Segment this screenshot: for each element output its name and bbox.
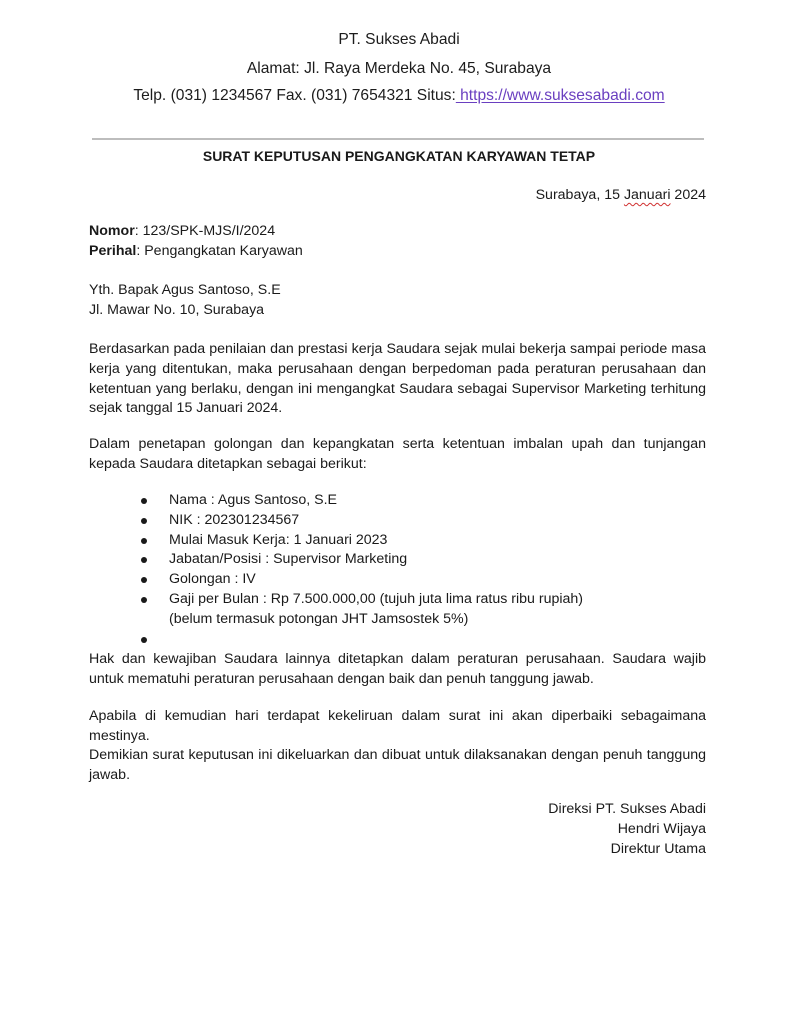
paragraph-determination: Dalam penetapan golongan dan kepangkatan serta ketentuan imbalan upah dan tunjangan kepada Saudara ditetapkan sebagai berikut:	[89, 436, 706, 472]
paragraph-closing: Demikian surat keputusan ini dikeluarkan dan dibuat untuk dilaksanakan dengan penuh tanggung jawab.	[89, 747, 706, 783]
detail-start-date: Mulai Masuk Kerja: 1 Januari 2023	[169, 531, 388, 548]
date-year: 2024	[670, 187, 706, 203]
paragraph-appointment: Berdasarkan pada penilaian dan prestasi kerja Saudara sejak mulai bekerja sampai periode masa kerja yang ditentukan, maka perusahaan dengan berpedoman pada peraturan perusahaan dan ketentuan yang berlaku, dengan ini mengangkat Saudara sebagai Supervisor Marketing terhitung sejak tanggal 15 Januari 2024.	[89, 341, 706, 417]
list-item	[140, 570, 660, 590]
company-contact	[0, 87, 798, 105]
signature-position: Direktur Utama	[610, 841, 706, 857]
company-address: Alamat: Jl. Raya Merdeka No. 45, Surabaya	[246, 60, 552, 77]
perihal-label: Perihal	[89, 242, 137, 259]
bullet-icon	[141, 518, 147, 524]
bullet-icon	[141, 557, 147, 563]
detail-salary: Gaji per Bulan : Rp 7.500.000,00 (tujuh juta lima ratus ribu rupiah)	[169, 590, 584, 607]
recipient-name: Yth. Bapak Agus Santoso, S.E	[89, 282, 281, 298]
list-item	[140, 531, 660, 551]
list-item-empty	[140, 630, 660, 650]
list-item	[140, 590, 660, 630]
website-link[interactable]: https://www.suksesabadi.com	[455, 87, 665, 104]
contact-info: Telp. (031) 1234567 Fax. (031) 7654321 Situs:	[133, 87, 456, 104]
date-month: Januari	[623, 187, 671, 203]
list-item	[140, 550, 660, 570]
bullet-icon	[141, 597, 147, 603]
detail-salary-note: (belum termasuk potongan JHT Jamsostek 5%)	[169, 610, 469, 627]
paragraph-correction: Apabila di kemudian hari terdapat kekeliruan dalam surat ini akan diperbaiki sebagaimana mestinya.	[89, 708, 706, 744]
letter-date	[536, 187, 706, 203]
employee-details-list	[140, 491, 660, 649]
recipient-address: Jl. Mawar No. 10, Surabaya	[89, 301, 265, 318]
bullet-icon	[141, 498, 147, 504]
detail-name: Nama : Agus Santoso, S.E	[169, 492, 337, 508]
list-item	[140, 491, 660, 511]
detail-nik: NIK : 202301234567	[169, 511, 300, 528]
bullet-icon	[141, 538, 147, 544]
nomor-label: Nomor	[89, 223, 135, 239]
perihal-value: : Pengangkatan Karyawan	[136, 242, 303, 259]
letter-title: SURAT KEPUTUSAN PENGANGKATAN KARYAWAN TETAP	[202, 148, 596, 164]
signature-org: Direksi PT. Sukses Abadi	[548, 801, 706, 817]
letter-meta	[89, 222, 706, 262]
signature-block	[548, 799, 706, 859]
perihal-line	[89, 242, 706, 262]
detail-position: Jabatan/Posisi : Supervisor Marketing	[169, 551, 408, 568]
bullet-icon	[141, 577, 147, 583]
list-item	[140, 511, 660, 531]
bullet-icon	[141, 637, 147, 643]
paragraph-rights: Hak dan kewajiban Saudara lainnya ditetapkan dalam peraturan perusahaan. Saudara wajib untuk mematuhi peraturan perusahaan dengan baik dan penuh tanggung jawab.	[89, 651, 706, 687]
recipient-block	[89, 281, 706, 321]
signature-name: Hendri Wijaya	[617, 821, 706, 837]
detail-grade: Golongan : IV	[169, 571, 256, 588]
date-city-day: Surabaya, 15	[535, 187, 624, 203]
nomor-value: : 123/SPK-MJS/I/2024	[134, 223, 276, 239]
company-name: PT. Sukses Abadi	[338, 31, 460, 48]
nomor-line	[89, 222, 706, 242]
header-divider	[92, 138, 704, 140]
